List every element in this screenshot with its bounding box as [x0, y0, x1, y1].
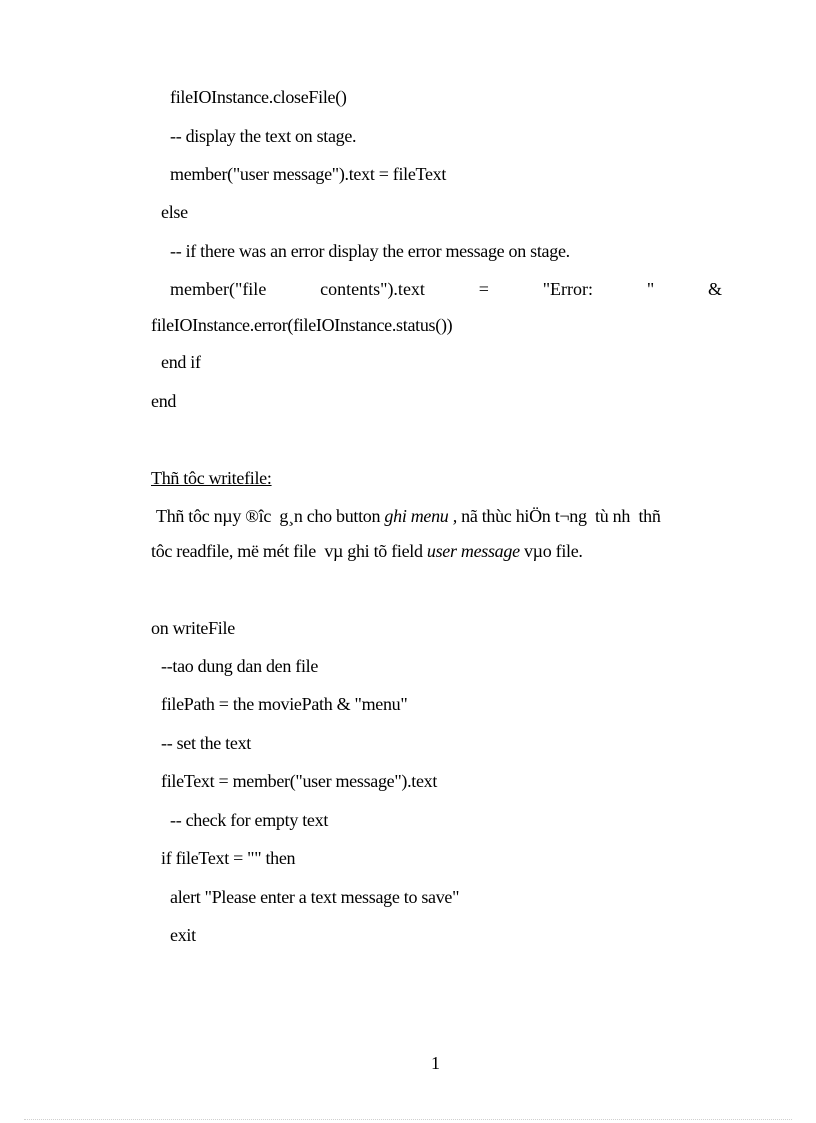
- code-line: filePath = the moviePath & "menu": [161, 694, 408, 714]
- code-line: exit: [170, 925, 196, 945]
- code-line: fileIOInstance.closeFile(): [170, 87, 347, 107]
- paragraph-text: tôc readfile, më mét file vµ ghi tõ field: [151, 541, 427, 561]
- code-line: end if: [161, 352, 201, 372]
- code-token: &: [707, 279, 722, 299]
- paragraph-line: [156, 505, 661, 527]
- paragraph-line: [151, 540, 583, 562]
- code-comment: --tao dung dan den file: [161, 656, 319, 676]
- section-heading: Thñ tôc writefile:: [151, 468, 272, 488]
- code-comment: -- if there was an error display the error message on stage.: [170, 241, 570, 261]
- page-number: 1: [431, 1053, 440, 1073]
- code-line: fileIOInstance.error(fileIOInstance.status()): [151, 315, 453, 335]
- code-token: ": [646, 279, 655, 299]
- justified-code-line: [170, 278, 722, 300]
- code-line: else: [161, 202, 188, 222]
- page-bottom-rule: [24, 1119, 792, 1120]
- paragraph-text: Thñ tôc nµy ®îc g¸n cho button: [156, 506, 385, 526]
- code-line: on writeFile: [151, 618, 235, 638]
- paragraph-italic: ghi menu ,: [384, 506, 457, 526]
- code-line: member("user message").text = fileText: [170, 164, 447, 184]
- paragraph-text: vµo file.: [519, 541, 583, 561]
- paragraph-italic: user message: [426, 541, 520, 561]
- paragraph-text: nã thùc hiÖn t¬ng tù nh thñ: [456, 506, 661, 526]
- code-token: "Error:: [542, 279, 594, 299]
- code-token: member("file: [170, 279, 267, 299]
- code-token: contents").text: [320, 279, 425, 299]
- code-token: =: [478, 279, 489, 299]
- code-line: fileText = member("user message").text: [161, 771, 438, 791]
- code-line: if fileText = "" then: [161, 848, 296, 868]
- code-line: alert "Please enter a text message to save": [170, 887, 460, 907]
- code-comment: -- display the text on stage.: [170, 126, 357, 146]
- code-comment: -- check for empty text: [170, 810, 329, 830]
- code-line: end: [151, 391, 177, 411]
- code-comment: -- set the text: [161, 733, 251, 753]
